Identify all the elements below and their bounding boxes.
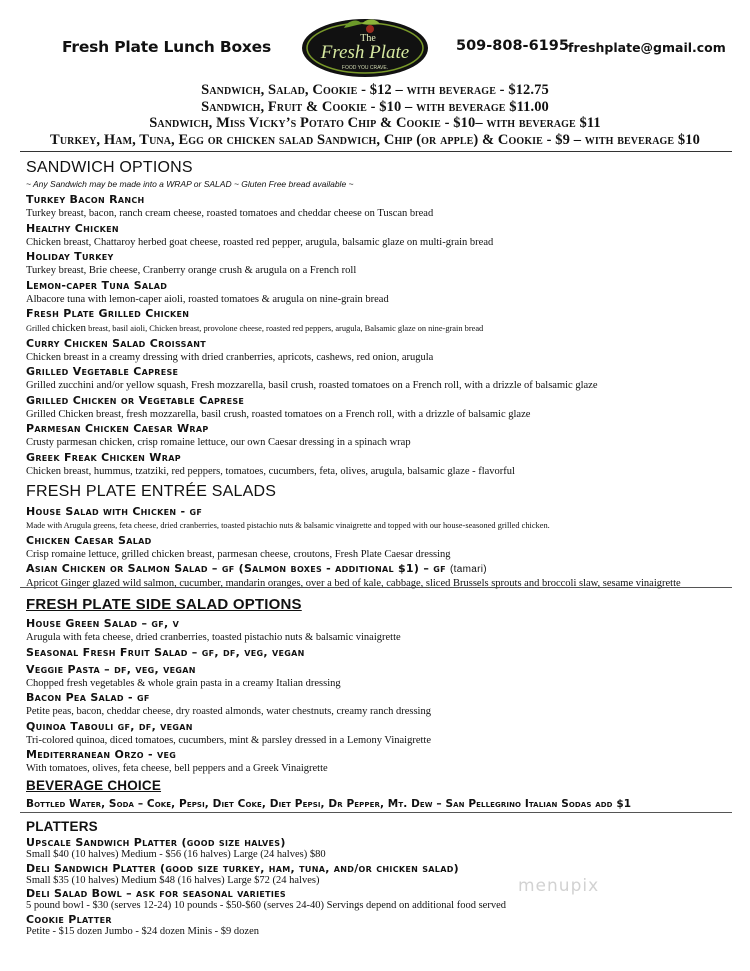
desc-part: breast, basil aioli, Chicken breast, provolone cheese, roasted red peppers, arugula, Balsamic glaze on nine-grain bread <box>86 324 484 333</box>
item-description: Small $40 (10 halves) Medium - $56 (16 halves) Large (24 halves) $80 <box>26 849 326 860</box>
menu-item <box>26 279 597 308</box>
menu-item <box>26 451 597 480</box>
item-description: Crusty parmesan chicken, crisp romaine lettuce, our own Caesar dressing in a spinach wrap <box>26 437 411 448</box>
item-name: Upscale Sandwich Platter (good size halves) <box>26 836 286 849</box>
item-name-extra: (tamari) <box>450 564 487 575</box>
item-description: Made with Arugula greens, feta cheese, dried cranberries, toasted pistachio nuts & balsamic vinaigrette and topped with our house-seasoned grilled chicken. <box>26 521 550 530</box>
item-name: Chicken Caesar Salad <box>26 533 152 547</box>
divider <box>20 587 732 588</box>
item-name: Holiday Turkey <box>26 250 114 263</box>
menu-title: Fresh Plate Lunch Boxes <box>62 38 272 56</box>
item-description: Chopped fresh vegetables & whole grain pasta in a creamy Italian dressing <box>26 677 341 689</box>
menu-item <box>26 748 431 777</box>
item-name <box>26 562 681 577</box>
menu-item <box>26 887 506 913</box>
section-title: FRESH PLATE SIDE SALAD OPTIONS <box>26 596 302 613</box>
item-description: Grilled Chicken breast, fresh mozzarella, basil crush, roasted tomatoes on a French roll, with a drizzle of balsamic glaze <box>26 408 531 420</box>
phone-number[interactable]: 509-808-6195 <box>456 38 569 54</box>
item-description: Chicken breast, Chattaroy herbed goat cheese, roasted red pepper, arugula, balsamic glaze on multi-grain bread <box>26 236 494 248</box>
email-address[interactable]: freshplate@gmail.com <box>568 40 726 55</box>
entree-salads-section <box>26 482 681 592</box>
menu-item <box>26 836 506 862</box>
item-name: Parmesan Chicken Caesar Wrap <box>26 422 209 435</box>
desc-part: chicken <box>51 322 87 334</box>
item-description: Small $35 (10 halves) Medium $48 (16 halves) Large $72 (24 halves) <box>26 874 320 886</box>
item-description: Chicken breast in a creamy dressing with dried cranberries, apricots, cashews, red onion, arugula <box>26 351 434 363</box>
logo-text-the: The <box>360 33 376 44</box>
item-description: Turkey breast, Brie cheese, Cranberry orange crush & arugula on a French roll <box>26 265 357 276</box>
menu-item <box>26 422 597 451</box>
menu-item <box>26 307 597 337</box>
combo-line: Turkey, Ham, Tuna, Egg or chicken salad Sandwich, Chip (or apple) & Cookie - $9 – with beverage $10 <box>50 131 700 148</box>
item-description: 5 pound bowl - $30 (serves 12-24) 10 pounds - $50-$60 (serves 24-40) Servings depend on additional food served <box>26 900 506 911</box>
item-name: Healthy Chicken <box>26 221 119 235</box>
section-title: SANDWICH OPTIONS <box>26 159 193 176</box>
menu-item <box>26 222 597 251</box>
menu-item <box>26 193 597 222</box>
platters-section <box>26 818 506 938</box>
menu-item <box>26 691 431 720</box>
item-name: Grilled Chicken or Vegetable Caprese <box>26 393 245 407</box>
menu-item <box>26 337 597 366</box>
item-name: Greek Freak Chicken Wrap <box>26 450 181 464</box>
beverage-section <box>26 777 631 810</box>
menu-item <box>26 913 506 939</box>
item-name: Turkey Bacon Ranch <box>26 193 145 206</box>
section-title: BEVERAGE CHOICE <box>26 778 162 793</box>
watermark: menupix <box>518 876 600 896</box>
item-description: Tri-colored quinoa, diced tomatoes, cucumbers, mint & parsley dressed in a Lemony Vinaigrette <box>26 734 431 746</box>
item-description: Apricot Ginger glazed wild salmon, cucumber, mandarin oranges, over a bed of kale, cabbage, sliced Brussels sprouts and broccoli slaw, sesame vinaigrette <box>26 578 681 589</box>
item-name: Bacon Pea Salad - gf <box>26 691 150 704</box>
menu-item <box>26 505 681 534</box>
item-description: Petite peas, bacon, cheddar cheese, dry roasted almonds, water chestnuts, creamy ranch dressing <box>26 706 431 717</box>
item-name: Curry Chicken Salad Croissant <box>26 336 206 350</box>
item-name: Deli Salad Bowl – ask for seasonal varieties <box>26 887 286 900</box>
item-description: Crisp romaine lettuce, grilled chicken breast, parmesan cheese, croutons, Fresh Plate Caesar dressing <box>26 548 451 560</box>
menu-item <box>26 663 431 692</box>
combo-line: Sandwich, Salad, Cookie - $12 – with beverage - $12.75 <box>201 82 549 98</box>
sandwich-section <box>26 158 597 479</box>
fresh-plate-logo <box>300 16 430 78</box>
menu-item <box>26 617 431 646</box>
item-description: With tomatoes, olives, feta cheese, bell peppers and a Greek Vinaigrette <box>26 763 328 774</box>
menu-item <box>26 394 597 423</box>
menu-item <box>26 720 431 749</box>
item-description: Chicken breast, hummus, tzatziki, red peppers, tomatoes, cucumbers, feta, olives, arugula, balsamic glaze - flavorful <box>26 465 515 477</box>
menu-item <box>26 365 597 394</box>
combo-line: Sandwich, Miss Vicky’s Potato Chip & Cookie - $10– with beverage $11 <box>149 115 601 131</box>
menu-item <box>26 646 431 660</box>
section-title: PLATTERS <box>26 819 98 834</box>
item-name: Veggie Pasta – df, veg, vegan <box>26 662 196 676</box>
menu-item <box>26 862 506 888</box>
item-name: House Salad with Chicken - gf <box>26 505 203 518</box>
beverage-list: Bottled Water, Soda – Coke, Pepsi, Diet Coke, Diet Pepsi, Dr Pepper, Mt. Dew – San Pellegrino Italian Sodas add $1 <box>26 798 632 810</box>
item-name: Fresh Plate Grilled Chicken <box>26 307 190 320</box>
item-name: Deli Sandwich Platter (good size turkey, ham, tuna, and/or chicken salad) <box>26 861 459 875</box>
lunch-box-combos <box>0 82 750 148</box>
desc-part: Grilled <box>26 324 52 333</box>
section-title: FRESH PLATE ENTRÉE SALADS <box>26 483 277 500</box>
item-description: Turkey breast, bacon, ranch cream cheese, roasted tomatoes and cheddar cheese on Tuscan bread <box>26 208 434 219</box>
item-name: Seasonal Fresh Fruit Salad – gf, df, veg, vegan <box>26 645 305 659</box>
item-description <box>26 321 597 337</box>
menu-item <box>26 534 681 563</box>
menu-item <box>26 250 597 279</box>
divider <box>20 812 732 813</box>
item-description: Grilled zucchini and/or yellow squash, Fresh mozzarella, basil crush, roasted tomatoes on a French roll, with a drizzle of balsamic glaze <box>26 380 598 391</box>
item-name: Cookie Platter <box>26 912 112 926</box>
item-name: Mediterranean Orzo - veg <box>26 748 177 761</box>
item-name: Lemon-caper Tuna Salad <box>26 278 168 292</box>
divider <box>20 151 732 152</box>
item-description: Albacore tuna with lemon-caper aioli, roasted tomatoes & arugula on nine-grain bread <box>26 293 389 305</box>
item-description: Arugula with feta cheese, dried cranberries, toasted pistachio nuts & balsamic vinaigrette <box>26 632 401 643</box>
item-description: Petite - $15 dozen Jumbo - $24 dozen Minis - $9 dozen <box>26 925 259 937</box>
svg-text:FOOD YOU CRAVE.: FOOD YOU CRAVE. <box>341 65 389 71</box>
combo-line: Sandwich, Fruit & Cookie - $10 – with beverage $11.00 <box>201 98 549 115</box>
svg-text:Fresh Plate: Fresh Plate <box>320 42 410 63</box>
side-salads-section <box>26 595 431 777</box>
item-name-text: Asian Chicken or Salmon Salad – gf (Salmon boxes - additional $1) – gf <box>26 562 446 575</box>
item-name: Quinoa Tabouli gf, df, vegan <box>26 719 193 733</box>
section-note: ~ Any Sandwich may be made into a WRAP or SALAD ~ Gluten Free bread available ~ <box>26 179 354 189</box>
item-name: House Green Salad – gf, v <box>26 617 180 630</box>
item-name: Grilled Vegetable Caprese <box>26 365 179 378</box>
